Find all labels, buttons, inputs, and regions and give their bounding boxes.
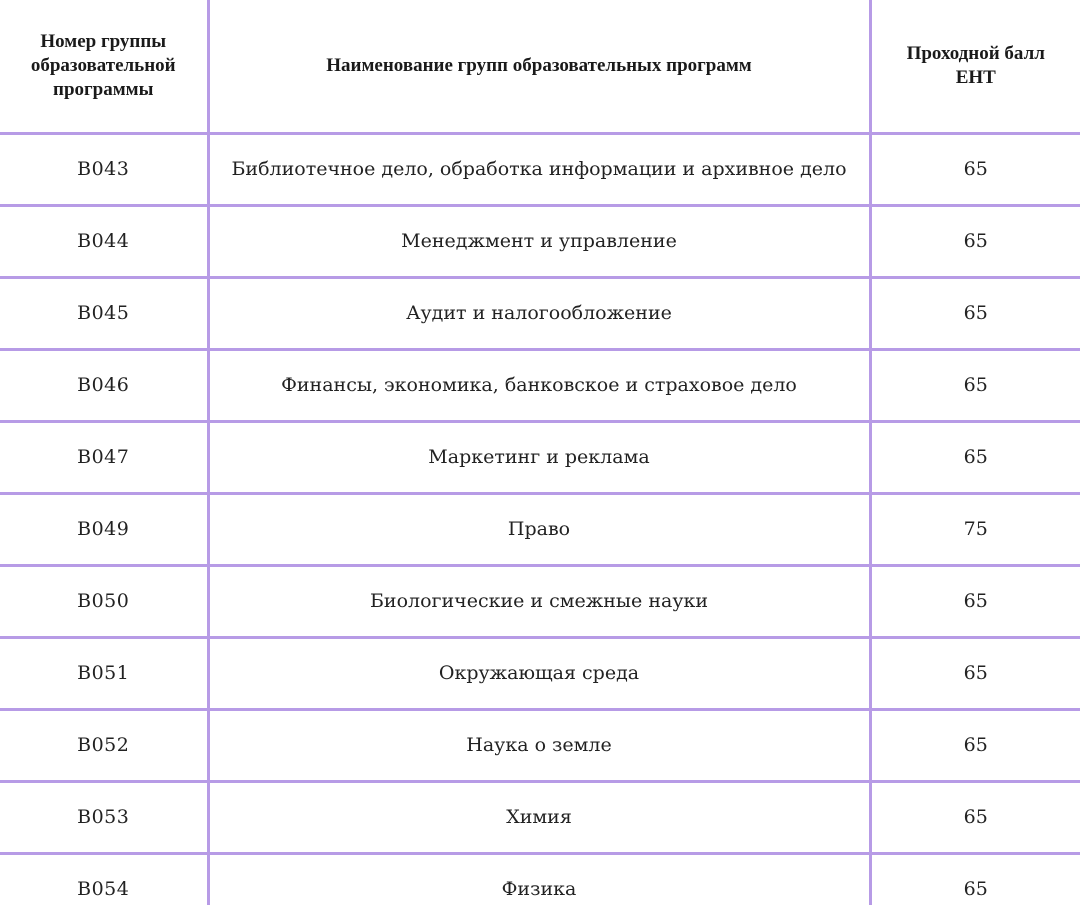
program-name-cell: Химия (208, 781, 870, 853)
table-row (0, 853, 1080, 905)
program-code-cell: B054 (0, 853, 208, 905)
program-code-cell: B052 (0, 709, 208, 781)
table-row (0, 349, 1080, 421)
program-code-cell: B046 (0, 349, 208, 421)
table-header (0, 0, 1080, 133)
header-program-group-number (0, 0, 208, 133)
passing-score-cell: 75 (870, 493, 1080, 565)
passing-score-cell: 65 (870, 637, 1080, 709)
program-name-cell: Биологические и смежные науки (208, 565, 870, 637)
header-score-line-1: Проходной балл (906, 42, 1045, 64)
table-row (0, 781, 1080, 853)
program-code-cell: B047 (0, 421, 208, 493)
table-row (0, 493, 1080, 565)
header-passing-score (870, 0, 1080, 133)
program-name-cell: Право (208, 493, 870, 565)
header-program-group-name: Наименование групп образовательных программ (208, 0, 870, 133)
table-row (0, 565, 1080, 637)
program-code-cell: B045 (0, 277, 208, 349)
passing-score-cell: 65 (870, 421, 1080, 493)
table-row (0, 709, 1080, 781)
passing-score-cell: 65 (870, 709, 1080, 781)
table-row (0, 277, 1080, 349)
program-code-cell: B053 (0, 781, 208, 853)
passing-score-cell: 65 (870, 349, 1080, 421)
program-name-cell: Окружающая среда (208, 637, 870, 709)
program-name-cell: Библиотечное дело, обработка информации и архивное дело (208, 133, 870, 205)
table-row (0, 637, 1080, 709)
header-row (0, 0, 1080, 133)
header-code-line-1: Номер группы (40, 30, 167, 52)
table-row (0, 421, 1080, 493)
program-name-cell: Наука о земле (208, 709, 870, 781)
passing-score-cell: 65 (870, 781, 1080, 853)
program-code-cell: B049 (0, 493, 208, 565)
program-name-cell: Аудит и налогообложение (208, 277, 870, 349)
table-row (0, 205, 1080, 277)
header-code-line-2: образовательной (30, 54, 176, 76)
passing-score-cell: 65 (870, 853, 1080, 905)
program-code-cell: B050 (0, 565, 208, 637)
table-body (0, 133, 1080, 905)
program-code-cell: B043 (0, 133, 208, 205)
program-name-cell: Финансы, экономика, банковское и страховое дело (208, 349, 870, 421)
passing-score-cell: 65 (870, 205, 1080, 277)
passing-score-cell: 65 (870, 133, 1080, 205)
header-score-line-2: ЕНТ (955, 66, 996, 88)
passing-score-cell: 65 (870, 277, 1080, 349)
program-code-cell: B051 (0, 637, 208, 709)
table-row (0, 133, 1080, 205)
program-name-cell: Менеджмент и управление (208, 205, 870, 277)
program-name-cell: Маркетинг и реклама (208, 421, 870, 493)
program-code-cell: B044 (0, 205, 208, 277)
passing-score-cell: 65 (870, 565, 1080, 637)
header-code-line-3: программы (53, 78, 154, 100)
program-name-cell: Физика (208, 853, 870, 905)
